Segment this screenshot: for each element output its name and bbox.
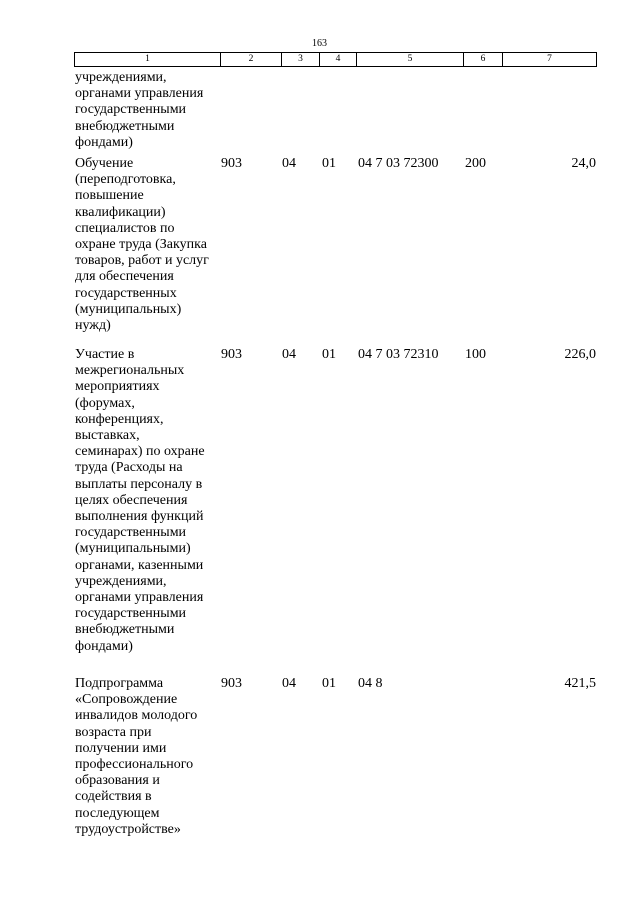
row-name-line: охране труда (Закупка [75, 237, 207, 253]
row-ved-code: 903 [221, 676, 242, 691]
row-name-line: «Сопровождение [75, 692, 178, 708]
row-name-line: труда (Расходы на [75, 460, 183, 476]
row-name-line: (форумах, [75, 395, 135, 411]
column-header-4: 4 [320, 53, 357, 67]
row-name [75, 70, 225, 151]
row-name-line: выплаты персоналу в [75, 476, 203, 492]
row-name [75, 156, 225, 334]
row-name-line: фондами) [75, 134, 133, 150]
row-name [75, 676, 225, 838]
row-expense-type: 200 [465, 156, 486, 171]
row-amount: 226,0 [564, 347, 596, 362]
row-name-line: повышение [75, 188, 144, 204]
row-name-line: органами, казенными [75, 557, 204, 573]
column-header-2: 2 [221, 53, 282, 67]
row-name-line: внебюджетными [75, 622, 175, 638]
row-expense-type: 100 [465, 347, 486, 362]
row-name-line: выполнения функций [75, 509, 204, 525]
row-name-line: мероприятиях [75, 379, 160, 395]
row-subsection-code: 01 [322, 156, 336, 171]
column-header-6: 6 [464, 53, 503, 67]
row-name-line: органами управления [75, 86, 204, 102]
row-name-line: внебюджетными [75, 118, 175, 134]
row-name-line: (переподготовка, [75, 172, 176, 188]
row-subsection-code: 01 [322, 676, 336, 691]
row-name-line: Обучение [75, 156, 134, 171]
row-name-line: профессионального [75, 757, 194, 773]
row-name-line: органами управления [75, 590, 204, 606]
row-name-line: государственными [75, 525, 187, 541]
row-name-line: учреждениями, [75, 70, 167, 85]
row-name-line: содействия в [75, 789, 152, 805]
row-name-line: трудоустройстве» [75, 821, 181, 837]
row-name-line: Участие в [75, 347, 135, 362]
row-ved-code: 903 [221, 347, 242, 362]
row-name-line: специалистов по [75, 220, 175, 236]
column-header-7: 7 [503, 53, 597, 67]
row-subsection-code: 01 [322, 347, 336, 362]
page-number: 163 [312, 38, 327, 49]
row-target-article: 04 7 03 72310 [358, 347, 439, 362]
row-name-line: квалификации) [75, 204, 166, 220]
row-name-line: государственными [75, 102, 187, 118]
row-name-line: межрегиональных [75, 363, 185, 379]
row-name-line: последующем [75, 805, 160, 821]
row-name-line: учреждениями, [75, 573, 167, 589]
row-name-line: государственных [75, 285, 177, 301]
row-name-line: инвалидов молодого [75, 708, 198, 724]
row-name-line: товаров, работ и услуг [75, 253, 209, 269]
row-name-line: фондами) [75, 638, 133, 654]
row-name-line: государственными [75, 606, 187, 622]
row-name-line: возраста при [75, 724, 152, 740]
row-amount: 24,0 [571, 156, 596, 171]
row-name-line: получении ими [75, 740, 167, 756]
row-section-code: 04 [282, 347, 296, 362]
row-section-code: 04 [282, 156, 296, 171]
row-name-line: выставках, [75, 428, 140, 444]
row-ved-code: 903 [221, 156, 242, 171]
column-header-5: 5 [357, 53, 464, 67]
row-name-line: образования и [75, 773, 160, 789]
row-name-line: (муниципальных) [75, 301, 182, 317]
row-amount: 421,5 [564, 676, 596, 691]
row-name-line: (муниципальными) [75, 541, 191, 557]
row-name-line: семинарах) по охране [75, 444, 205, 460]
row-name-line: для обеспечения [75, 269, 174, 285]
row-target-article: 04 8 [358, 676, 383, 691]
column-header-3: 3 [282, 53, 320, 67]
row-name-line: нужд) [75, 318, 111, 334]
row-name-line: целях обеспечения [75, 492, 188, 508]
column-number-header [74, 52, 597, 67]
row-section-code: 04 [282, 676, 296, 691]
row-name-line: конференциях, [75, 411, 164, 427]
row-name [75, 347, 225, 655]
row-target-article: 04 7 03 72300 [358, 156, 439, 171]
column-header-1: 1 [75, 53, 221, 67]
row-name-line: Подпрограмма [75, 676, 164, 691]
